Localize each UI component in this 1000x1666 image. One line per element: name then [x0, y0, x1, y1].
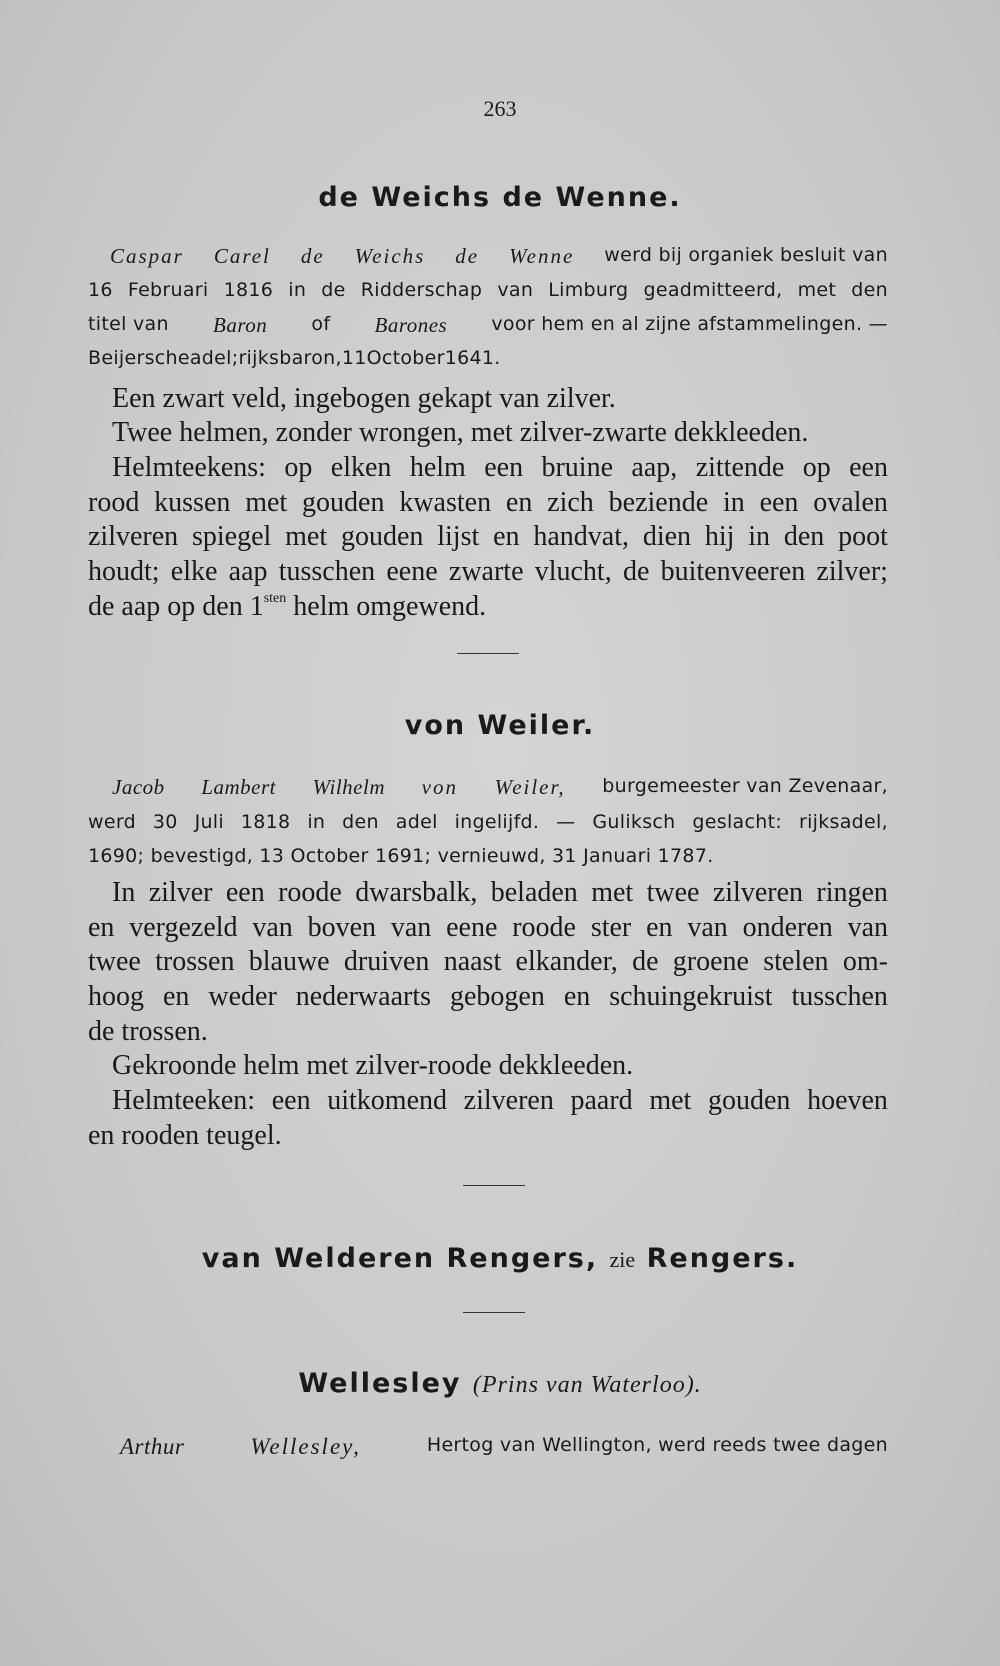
- weiler-line-2: [88, 811, 888, 833]
- word: en: [505, 487, 533, 518]
- wellesley-heading-sub: (Prins van Waterloo).: [472, 1372, 702, 1398]
- word: 16: [88, 279, 113, 301]
- welderen-heading-main: van Welderen Rengers,: [201, 1243, 599, 1274]
- word: roode: [512, 912, 576, 943]
- word: ster: [590, 912, 632, 943]
- weichs-name-6: Wenne: [509, 244, 575, 268]
- word: tusschen: [791, 981, 888, 1012]
- word: hoog: [88, 981, 144, 1012]
- word: den: [851, 279, 888, 301]
- word: elkander,: [515, 946, 618, 977]
- weiler-name-2: Lambert: [201, 775, 276, 799]
- word: en: [563, 981, 591, 1012]
- word: boven: [307, 912, 377, 943]
- word: Helmteekens:: [112, 452, 266, 483]
- word: en: [646, 912, 673, 943]
- word: October: [366, 347, 445, 369]
- word: zittende: [695, 452, 785, 483]
- word: Limburg: [548, 279, 629, 301]
- weiler-desc-4: [88, 981, 888, 1013]
- weichs-desc-1: Een zwart veld, ingebogen gekapt van zilver.: [112, 383, 616, 414]
- welderen-heading-ref: Rengers.: [646, 1243, 799, 1274]
- wellesley-name-2: Wellesley,: [250, 1434, 361, 1459]
- word: paard: [570, 1085, 633, 1116]
- word: met: [649, 1085, 692, 1116]
- word: bruine: [541, 452, 614, 483]
- word: met: [245, 487, 288, 518]
- word: beziende: [608, 487, 709, 518]
- word: eene: [386, 556, 438, 587]
- weichs-name-5: de: [455, 244, 480, 268]
- word: 11: [341, 347, 367, 369]
- weiler-name-4: von: [421, 775, 458, 799]
- word: van: [497, 279, 534, 301]
- weiler-desc-3: [88, 946, 888, 978]
- word: helm: [409, 452, 466, 483]
- word: met: [591, 877, 634, 908]
- weiler-desc-7: [112, 1085, 888, 1117]
- weichs-desc-7-a: de aap op den 1: [88, 591, 264, 622]
- word: ringen: [816, 877, 888, 908]
- word: om-: [842, 946, 888, 977]
- page-number: 263: [483, 96, 517, 121]
- word: dien: [642, 521, 692, 552]
- weichs-line-3-a: titel van: [88, 313, 169, 335]
- section-divider-3: [463, 1312, 525, 1313]
- word: trossen: [155, 946, 235, 977]
- word: aap: [228, 556, 268, 587]
- weichs-desc-4: [88, 487, 888, 519]
- word: in: [748, 521, 771, 552]
- word: zich: [547, 487, 594, 518]
- word: Juli: [194, 811, 224, 833]
- word: aap,: [631, 452, 678, 483]
- word: elke: [170, 556, 218, 587]
- word: buitenveeren: [660, 556, 806, 587]
- weiler-heading: von Weiler.: [404, 710, 596, 741]
- wellesley-line-1: [120, 1434, 888, 1460]
- word: een: [484, 452, 524, 483]
- wellesley-heading: [0, 1368, 1000, 1399]
- word: twee: [646, 877, 700, 908]
- word: blauwe: [248, 946, 330, 977]
- weichs-desc-2: Twee helmen, zonder wrongen, met zilver-zwarte dekkleeden.: [112, 417, 809, 448]
- weichs-name-3: de: [300, 244, 325, 268]
- word: dwarsbalk,: [355, 877, 478, 908]
- word: in: [307, 811, 326, 833]
- word: 1641.: [444, 347, 501, 369]
- word: adel: [395, 811, 438, 833]
- weichs-name-1: Caspar: [110, 244, 184, 268]
- word: op: [802, 452, 831, 483]
- weiler-line-3: 1690; bevestigd, 13 October 1691; vernieuwd, 31 Januari 1787.: [88, 845, 714, 867]
- wellesley-name-1: Arthur: [120, 1434, 185, 1459]
- word: eene: [446, 912, 498, 943]
- word: ovalen: [813, 487, 888, 518]
- weichs-desc-6: [88, 556, 888, 588]
- word: vlucht,: [534, 556, 612, 587]
- word: kwasten: [399, 487, 492, 518]
- word: —: [556, 811, 576, 833]
- weichs-line-4: [88, 347, 501, 369]
- section-divider-2: [463, 1185, 525, 1186]
- word: poot: [838, 521, 888, 552]
- weiler-name-3: Wilhelm: [312, 775, 385, 799]
- word: druiven: [343, 946, 430, 977]
- word: vergezeld: [129, 912, 238, 943]
- word: de: [632, 946, 659, 977]
- section-divider-1: [457, 653, 519, 654]
- word: 30: [152, 811, 178, 833]
- word: 1818: [240, 811, 291, 833]
- word: geslacht:: [692, 811, 783, 833]
- word: Helmteeken:: [112, 1085, 256, 1116]
- word: handvat,: [533, 521, 629, 552]
- wellesley-heading-main: Wellesley: [298, 1368, 462, 1399]
- word: en: [162, 981, 190, 1012]
- word: en: [493, 521, 520, 552]
- word: naast: [443, 946, 502, 977]
- word: In: [112, 877, 136, 908]
- weichs-desc-7-b: helm omgewend.: [286, 591, 487, 622]
- weiler-desc-1: [112, 877, 888, 909]
- weichs-line-3-rest: voor hem en al zijne afstammelingen. —: [491, 313, 888, 335]
- word: van: [390, 912, 432, 943]
- word: met: [797, 279, 837, 301]
- word: zilver: [148, 877, 213, 908]
- weichs-line-2: [88, 279, 888, 301]
- word: rijksbaron,: [238, 347, 342, 369]
- word: zilveren: [463, 1085, 554, 1116]
- word: twee: [88, 946, 141, 977]
- word: gebogen: [449, 981, 545, 1012]
- weichs-baron: Baron: [213, 313, 268, 337]
- word: zilveren: [88, 521, 179, 552]
- word: hoeven: [807, 1085, 888, 1116]
- word: tusschen: [278, 556, 376, 587]
- weichs-desc-7-sup: sten: [263, 591, 287, 606]
- word: Guliksch: [592, 811, 676, 833]
- welderen-heading: [0, 1243, 1000, 1274]
- word: adel;: [189, 347, 239, 369]
- weichs-name-4: Weichs: [354, 244, 426, 268]
- word: werd: [88, 811, 136, 833]
- word: uitkomend: [327, 1085, 447, 1116]
- word: gouden: [302, 487, 385, 518]
- word: 1816: [223, 279, 274, 301]
- word: elken: [330, 452, 392, 483]
- word: ingelijfd.: [454, 811, 540, 833]
- word: op: [284, 452, 313, 483]
- word: kussen: [154, 487, 231, 518]
- word: de: [622, 556, 650, 587]
- word: rijksadel,: [798, 811, 888, 833]
- weichs-line-3: [88, 313, 888, 338]
- word: lijst: [437, 521, 480, 552]
- word: weder: [208, 981, 277, 1012]
- weiler-desc-6: Gekroonde helm met zilver-roode dekkleeden.: [112, 1050, 634, 1081]
- word: een: [759, 487, 799, 518]
- word: stelen: [763, 946, 829, 977]
- word: onderen: [742, 912, 833, 943]
- word: nederwaarts: [295, 981, 432, 1012]
- word: schuingekruist: [609, 981, 773, 1012]
- word: hij: [704, 521, 735, 552]
- weichs-desc-5: [88, 521, 888, 553]
- weiler-desc-8: en rooden teugel.: [88, 1120, 282, 1151]
- weiler-name-5: Weiler,: [494, 775, 566, 799]
- word: in: [722, 487, 745, 518]
- word: gouden: [340, 521, 424, 552]
- word: van: [252, 912, 293, 943]
- word: spiegel: [192, 521, 272, 552]
- word: Februari: [127, 279, 209, 301]
- word: zilver;: [816, 556, 888, 587]
- word: rood: [88, 487, 140, 518]
- weichs-heading: de Weichs de Wenne.: [318, 182, 682, 213]
- word: een: [225, 877, 265, 908]
- word: Ridderschap: [360, 279, 483, 301]
- word: den: [342, 811, 379, 833]
- weichs-barones: Barones: [374, 313, 448, 337]
- word: in: [288, 279, 307, 301]
- word: geadmitteerd,: [643, 279, 783, 301]
- wellesley-line-1-rest: Hertog van Wellington, werd reeds twee dagen: [426, 1434, 888, 1456]
- word: gouden: [707, 1085, 791, 1116]
- weichs-name-2: Carel: [213, 244, 271, 268]
- weiler-desc-2: [88, 912, 888, 944]
- weiler-desc-5: de trossen.: [88, 1016, 208, 1047]
- word: roode: [278, 877, 342, 908]
- word: zilveren: [712, 877, 803, 908]
- word: beladen: [490, 877, 578, 908]
- word: en: [88, 912, 115, 943]
- weichs-of: of: [311, 313, 331, 335]
- weiler-line-1: [112, 775, 888, 800]
- weichs-line-1-rest: werd bij organiek besluit van: [604, 244, 888, 266]
- weichs-desc-3: [112, 452, 888, 484]
- word: den: [783, 521, 825, 552]
- word: met: [285, 521, 328, 552]
- welderen-heading-zie: zie: [609, 1247, 636, 1272]
- word: Beijersche: [88, 347, 190, 369]
- word: groene: [672, 946, 749, 977]
- word: van: [687, 912, 728, 943]
- weiler-name-1: Jacob: [112, 775, 165, 799]
- word: de: [321, 279, 346, 301]
- weichs-line-1: [110, 244, 888, 269]
- word: houdt;: [88, 556, 160, 587]
- word: zwarte: [448, 556, 524, 587]
- word: van: [847, 912, 888, 943]
- weiler-line-1-rest: burgemeester van Zevenaar,: [602, 775, 888, 797]
- word: een: [849, 452, 888, 483]
- word: een: [271, 1085, 311, 1116]
- weichs-desc-7: [88, 591, 486, 623]
